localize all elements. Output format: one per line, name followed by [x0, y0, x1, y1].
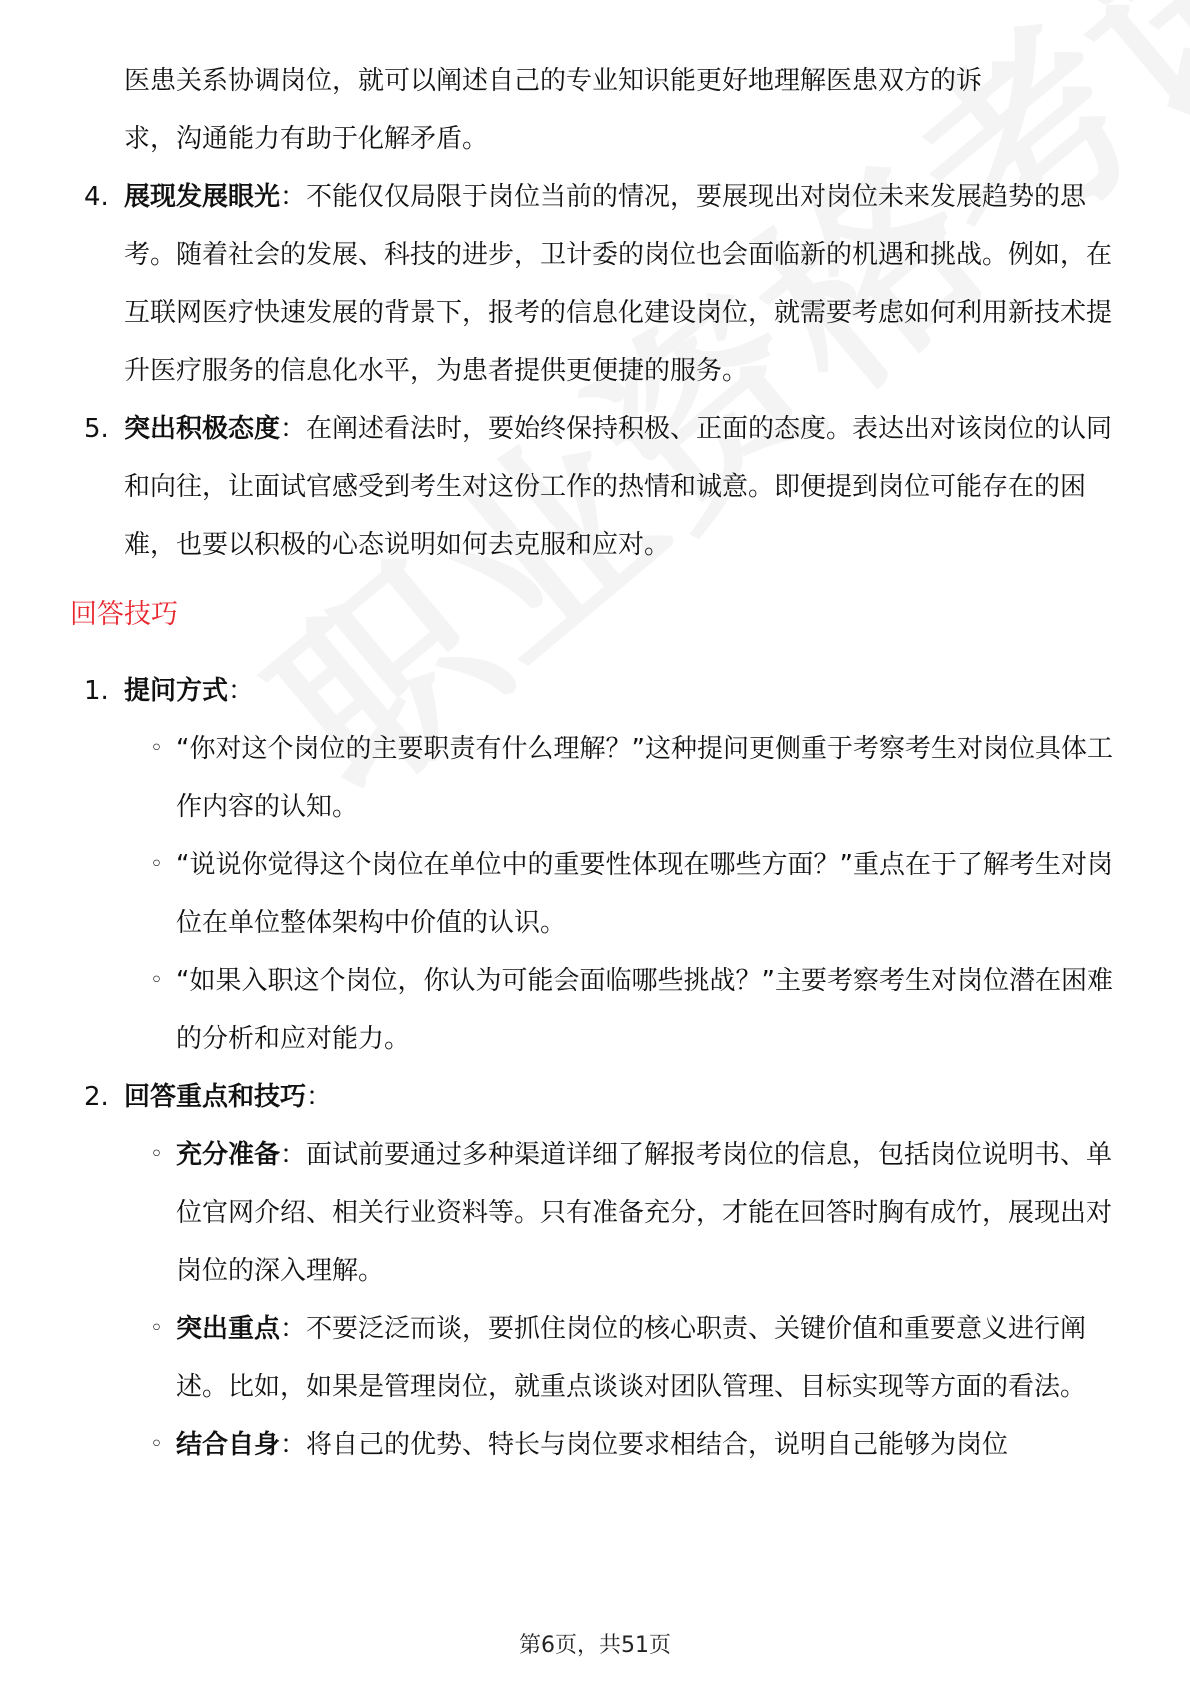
item-number: 4. [84, 182, 109, 212]
section-heading: 回答技巧 [70, 599, 178, 630]
intro-line: 医患关系协调岗位，就可以阐述自己的专业知识能更好地理解医患双方的诉 [124, 66, 983, 96]
bullet-marker: ◦ [150, 1142, 163, 1167]
item-title: 回答重点和技巧 [124, 1082, 307, 1112]
bullet-item [0, 720, 1131, 836]
bullet-title: 突出重点 [176, 1314, 281, 1344]
intro-line: 求，沟通能力有助于化解矛盾。 [124, 124, 489, 154]
item-text: ： [306, 1082, 333, 1112]
bullet-title: 充分准备 [176, 1140, 281, 1170]
item-number: 1. [84, 676, 109, 706]
bullet-text: “说说你觉得这个岗位在单位中的重要性体现在哪些方面？”重点在于了解考生对岗位在单位整体架构中价值的认识。 [176, 850, 1113, 938]
bullet-text: “如果入职这个岗位，你认为可能会面临哪些挑战？”主要考察考生对岗位潜在困难的分析和应对能力。 [176, 966, 1113, 1054]
bullet-title: 结合自身 [176, 1430, 281, 1460]
page-footer: 第6页，共51页 [519, 1633, 671, 1658]
bullet-marker: ◦ [150, 736, 163, 761]
item-text: ： [228, 676, 255, 706]
tip-item-1 [0, 662, 1114, 720]
document-body [0, 52, 1190, 1474]
bullet-text: ：面试前要通过多种渠道详细了解报考岗位的信息，包括岗位说明书、单位官网介绍、相关行业资料等。只有准备充分，才能在回答时胸有成竹，展现出对岗位的深入理解。 [176, 1140, 1113, 1286]
bullet-item [0, 1126, 1131, 1300]
item-text: ：不能仅仅局限于岗位当前的情况，要展现出对岗位未来发展趋势的思考。随着社会的发展、科技的进步，卫计委的岗位也会面临新的机遇和挑战。例如，在互联网医疗快速发展的背景下，报考的信息化建设岗位，就需要考虑如何利用新技术提升医疗服务的信息化水平，为患者提供更便捷的服务。 [124, 182, 1113, 386]
tip-item-2 [0, 1068, 1114, 1126]
bullet-text: ：不要泛泛而谈，要抓住岗位的核心职责、关键价值和重要意义进行阐述。比如，如果是管理岗位，就重点谈谈对团队管理、目标实现等方面的看法。 [176, 1314, 1087, 1402]
item-number: 2. [84, 1082, 109, 1112]
item-title: 展现发展眼光 [124, 182, 281, 212]
item-title: 突出积极态度 [124, 414, 281, 444]
list-item-4 [0, 168, 1114, 400]
item-title: 提问方式 [124, 676, 229, 706]
bullet-text: “你对这个岗位的主要职责有什么理解？”这种提问更侧重于考察考生对岗位具体工作内容的认知。 [176, 734, 1113, 822]
bullet-item [0, 1416, 1131, 1474]
item-text: ：在阐述看法时，要始终保持积极、正面的态度。表达出对该岗位的认同和向往，让面试官感受到考生对这份工作的热情和诚意。即便提到岗位可能存在的困难，也要以积极的心态说明如何去克服和应对。 [124, 414, 1113, 560]
intro-paragraph [0, 52, 1114, 168]
bullet-item [0, 836, 1131, 952]
list-item-5 [0, 400, 1114, 574]
bullet-text: ：将自己的优势、特长与岗位要求相结合，说明自己能够为岗位 [280, 1430, 1009, 1460]
bullet-marker: ◦ [150, 1432, 163, 1457]
bullet-marker: ◦ [150, 968, 163, 993]
bullet-item [0, 1300, 1131, 1416]
bullet-marker: ◦ [150, 852, 163, 877]
bullet-item [0, 952, 1131, 1068]
bullet-marker: ◦ [150, 1316, 163, 1341]
item-number: 5. [84, 414, 109, 444]
